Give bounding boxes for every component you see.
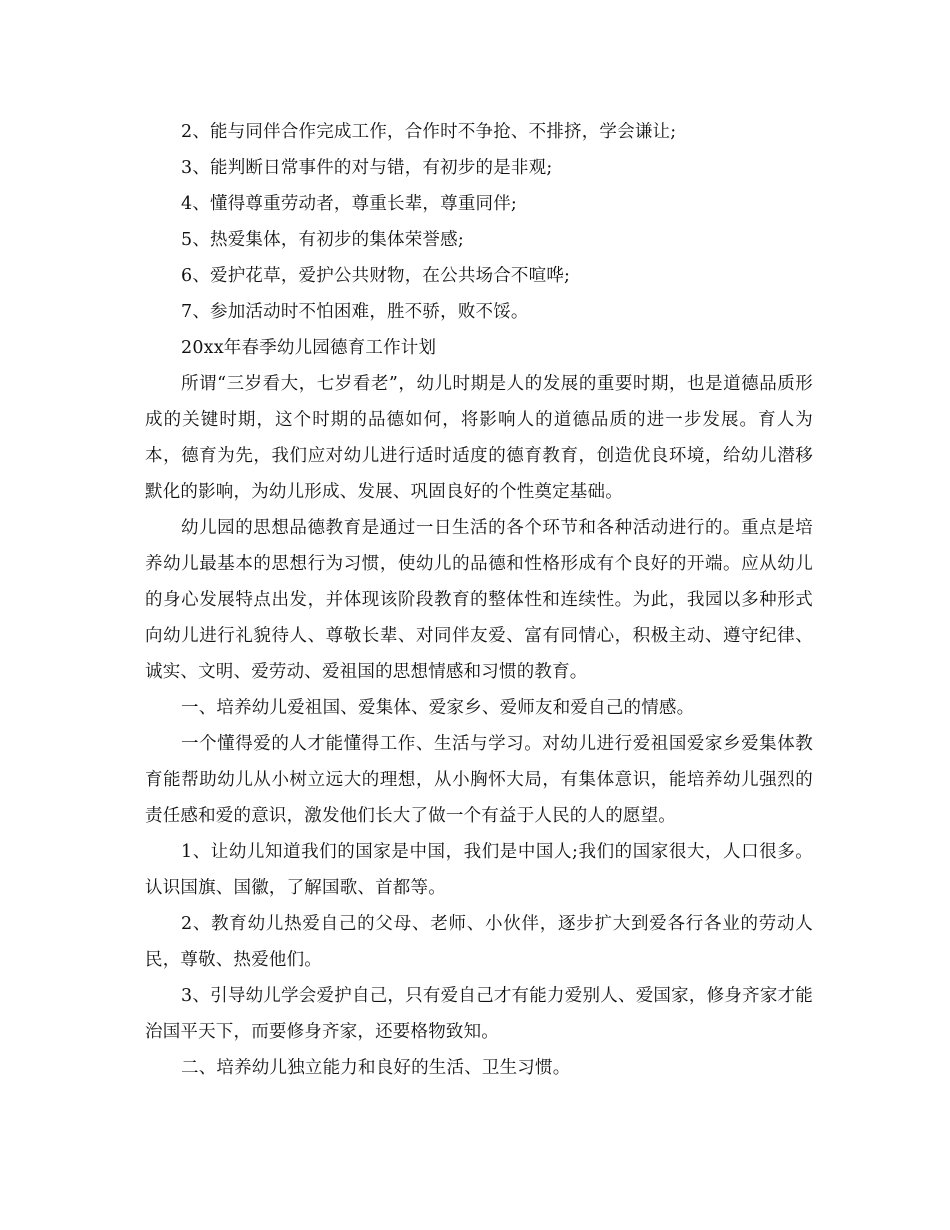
list-item-2-cooperation: 2、能与同伴合作完成工作，合作时不争抢、不排挤，学会谦让;: [181, 122, 677, 142]
list-item-6-public-property: 6、爱护花草，爱护公共财物，在公共场合不喧哗;: [181, 266, 571, 286]
paragraph-moral-education: 幼儿园的思想品德教育是通过一日生活的各个环节和各种活动进行的。重点是培养幼儿最基本的思想行为习惯，使幼儿的品德和性格形成有个良好的开端。应从幼儿的身心发展特点出发，并体现该阶段教育的整体性和连续性。为此，我园以多种形式向幼儿进行礼貌待人、尊敬长辈、对同伴友爱、富有同情心，积极主动、遵守纪律、诚实、文明、爱劳动、爱祖国的思想情感和习惯的教育。: [145, 518, 813, 682]
section-title-plan: 20xx年春季幼儿园德育工作计划: [181, 338, 437, 358]
list-item-3-self-care: 3、引导幼儿学会爱护自己，只有爱自己才有能力爱别人、爱国家，修身齐家才能治国平天下，而要修身齐家，还要格物致知。: [145, 986, 813, 1042]
paragraph-love: 一个懂得爱的人才能懂得工作、生活与学习。对幼儿进行爱祖国爱家乡爱集体教育能帮助幼儿从小树立远大的理想，从小胸怀大局，有集体意识，能培养幼儿强烈的责任感和爱的意识，激发他们长大了做一个有益于人民的人的愿望。: [145, 734, 813, 826]
paragraph-intro: 所谓“三岁看大，七岁看老”，幼儿时期是人的发展的重要时期，也是道德品质形成的关键时期，这个时期的品德如何，将影响人的道德品质的进一步发展。育人为本，德育为先，我们应对幼儿进行适时适度的德育教育，创造优良环境，给幼儿潜移默化的影响，为幼儿形成、发展、巩固良好的个性奠定基础。: [145, 374, 813, 502]
list-item-7-difficulty: 7、参加活动时不怕困难，胜不骄，败不馁。: [181, 302, 529, 322]
list-item-1-country: 1、让幼儿知道我们的国家是中国，我们是中国人;我们的国家很大，人口很多。认识国旗、国徽，了解国歌、首都等。: [145, 842, 813, 898]
heading-section-two: 二、培养幼儿独立能力和良好的生活、卫生习惯。: [181, 1058, 571, 1078]
heading-section-one: 一、培养幼儿爱祖国、爱集体、爱家乡、爱师友和爱自己的情感。: [181, 698, 695, 718]
list-item-3-right-wrong: 3、能判断日常事件的对与错，有初步的是非观;: [181, 158, 553, 178]
document-body: [145, 114, 813, 1086]
list-item-2-parents: 2、教育幼儿热爱自己的父母、老师、小伙伴，逐步扩大到爱各行各业的劳动人民，尊敬、热爱他们。: [145, 914, 813, 970]
list-item-5-collective: 5、热爱集体，有初步的集体荣誉感;: [181, 230, 464, 250]
list-item-4-respect: 4、懂得尊重劳动者，尊重长辈，尊重同伴;: [181, 194, 518, 214]
